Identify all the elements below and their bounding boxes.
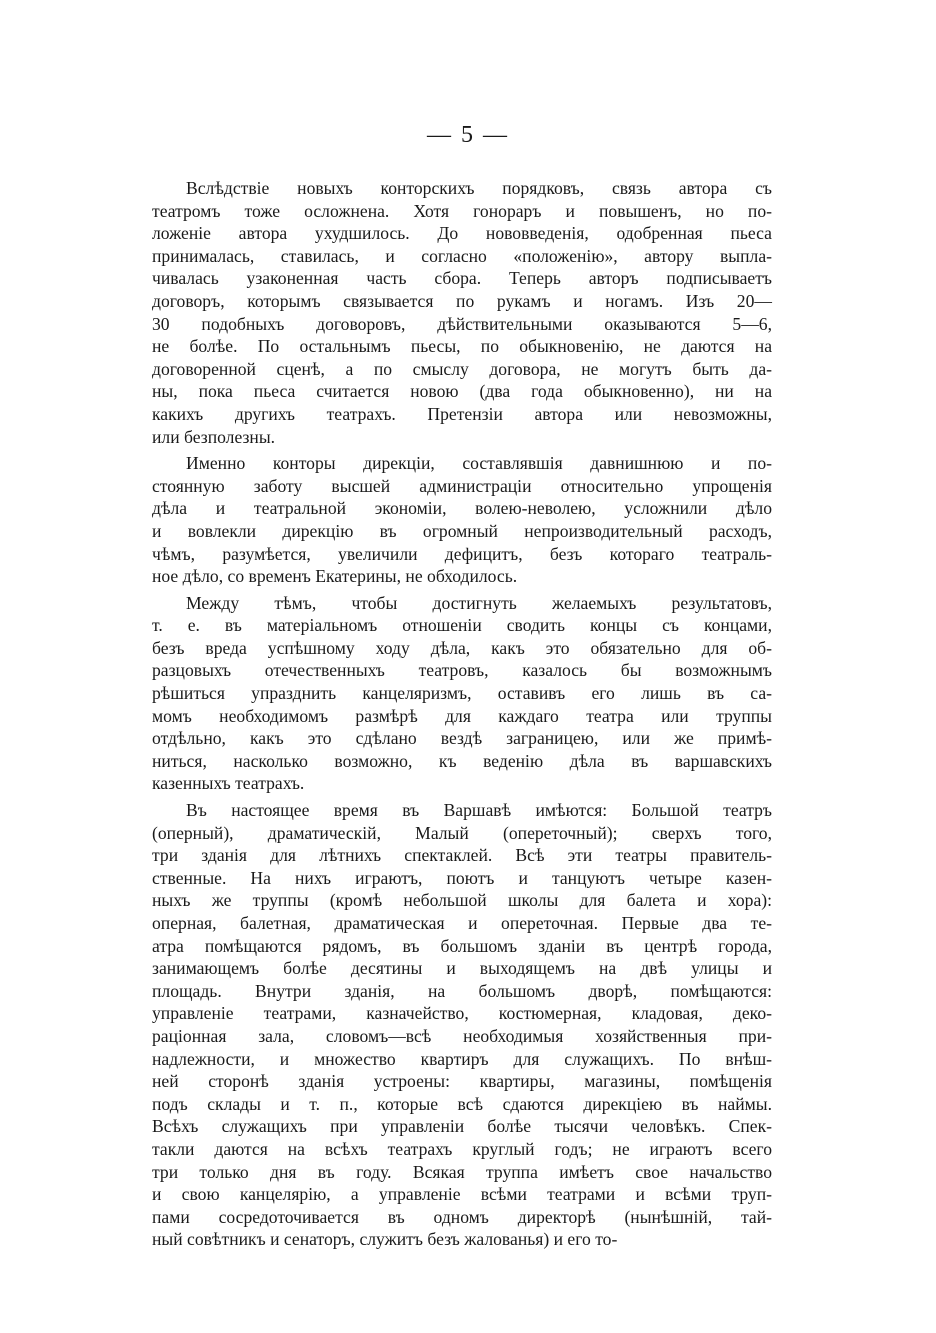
text-line: договоръ, которымъ связывается по рукамъ и ногамъ. Изъ 20— xyxy=(152,290,772,311)
text-line: Въ настоящее время въ Варшавѣ имѣются: Большой театръ xyxy=(186,800,772,821)
paragraph xyxy=(152,452,772,588)
text-line: атра помѣщаются рядомъ, въ большомъ зданіи въ центрѣ города, xyxy=(152,935,772,956)
paragraph xyxy=(152,592,772,795)
text-line: договоренной сценѣ, а по смыслу договора, не могутъ быть да- xyxy=(152,358,772,379)
text-line: Вслѣдствіе новыхъ конторскихъ порядковъ, связь автора съ xyxy=(186,178,772,198)
paragraph xyxy=(152,799,772,1251)
text-line: занимающемъ болѣе десятины и выходящемъ на двѣ улицы и xyxy=(152,958,772,979)
text-line: дѣла и театральной экономіи, волею-неволею, усложнили дѣло xyxy=(152,498,772,519)
text-line: надлежности, и множество квартиръ для служащихъ. По внѣш- xyxy=(152,1048,772,1069)
text-line: или безполезны. xyxy=(152,426,276,447)
text-line: ственные. На нихъ играютъ, поютъ и танцуютъ четыре казен- xyxy=(152,867,772,888)
text-line: управленіе театрами, казначейство, костюмерная, кладовая, деко- xyxy=(152,1003,772,1024)
text-line: (оперный), драматическій, Малый (опереточный); сверхъ того, xyxy=(152,822,772,843)
text-line: ныхъ же труппы (кромѣ небольшой школы для балета и хора): xyxy=(152,890,772,911)
text-line: площадь. Внутри зданія, на большомъ дворѣ, помѣщаются: xyxy=(152,980,772,1001)
page-number: — 5 — xyxy=(427,122,509,148)
text-line: такли даются на всѣхъ театрахъ круглый годъ; не играютъ всего xyxy=(152,1138,772,1159)
text-line: три зданія для лѣтнихъ спектаклей. Всѣ эти театры правитель- xyxy=(152,845,772,866)
text-line: ны, пока пьеса считается новою (два года обыкновенно), ни на xyxy=(152,381,772,402)
text-line: момъ необходимомъ размѣрѣ для каждаго театра или труппы xyxy=(152,705,772,726)
text-line: чѣмъ, разумѣется, увеличили дефицитъ, безъ котораго театраль- xyxy=(152,543,772,564)
text-line: какихъ другихъ театрахъ. Претензіи автора или невозможны, xyxy=(152,403,772,424)
text-line: три только дня въ году. Всякая труппа имѣетъ свое начальство xyxy=(152,1161,772,1182)
text-line: Именно конторы дирекціи, составлявшія давнишнюю и по- xyxy=(186,453,772,474)
text-line: стоянную заботу высшей администраціи относительно упрощенія xyxy=(152,475,772,496)
text-line: ней сторонѣ зданія устроены: квартиры, магазины, помѣщенія xyxy=(152,1071,772,1092)
text-line: Между тѣмъ, чтобы достигнуть желаемыхъ результатовъ, xyxy=(186,592,772,613)
text-line: разцовыхъ отечественныхъ театровъ, казалось бы возможнымъ xyxy=(152,660,772,681)
text-line: и вовлекли дирекцію въ огромный непроизводительный расходъ, xyxy=(152,520,772,541)
text-line: Всѣхъ служащихъ при управленіи болѣе тысячи человѣкъ. Спек- xyxy=(152,1116,772,1137)
text-line: чивалась узаконенная часть сбора. Теперь авторъ подписываетъ xyxy=(152,268,772,289)
text-line: т. е. въ матеріальномъ отношеніи сводить концы съ концами, xyxy=(152,615,772,636)
text-line: ложеніе автора ухудшилось. До нововведенія, одобренная пьеса xyxy=(152,223,772,244)
text-line: ниться, насколько возможно, къ веденію дѣла въ варшавскихъ xyxy=(152,750,772,771)
paragraph xyxy=(152,177,772,448)
text-line: и свою канцелярію, а управленіе всѣми театрами и всѣми труп- xyxy=(152,1184,772,1205)
text-line: казенныхъ театрахъ. xyxy=(152,773,305,794)
text-line: пами сосредоточивается въ одномъ директорѣ (нынѣшній, тай- xyxy=(152,1206,772,1227)
text-line: оперная, балетная, драматическая и опереточная. Первые два те- xyxy=(152,913,772,933)
text-line: подъ склады и т. п., которые всѣ сдаются дирекціею въ наймы. xyxy=(152,1093,772,1114)
text-line: принималась, ставилась, и согласно «положенію», автору выпла- xyxy=(152,245,772,266)
text-line: рѣшиться упразднить канцеляризмъ, оставивъ его лишь въ са- xyxy=(152,683,772,704)
text-line: театромъ тоже осложнена. Хотя гонораръ и повышенъ, но по- xyxy=(152,200,772,221)
body-text xyxy=(152,177,772,1255)
text-line: ное дѣло, со временъ Екатерины, не обходилось. xyxy=(152,566,518,587)
text-line: не болѣе. По остальнымъ пьесы, по обыкновенію, не даются на xyxy=(152,336,772,357)
text-line: отдѣльно, какъ это сдѣлано вездѣ заграницею, или же примѣ- xyxy=(152,728,772,749)
text-line: безъ вреда успѣшному ходу дѣла, какъ это обязательно для об- xyxy=(152,637,772,658)
text-line: 30 подобныхъ договоровъ, дѣйствительными оказываются 5—6, xyxy=(152,313,772,334)
text-line: ный совѣтникъ и сенаторъ, служитъ безъ жалованья) и его то- xyxy=(152,1229,618,1250)
text-line: раціонная зала, словомъ—всѣ необходимыя хозяйственныя при- xyxy=(152,1025,772,1046)
